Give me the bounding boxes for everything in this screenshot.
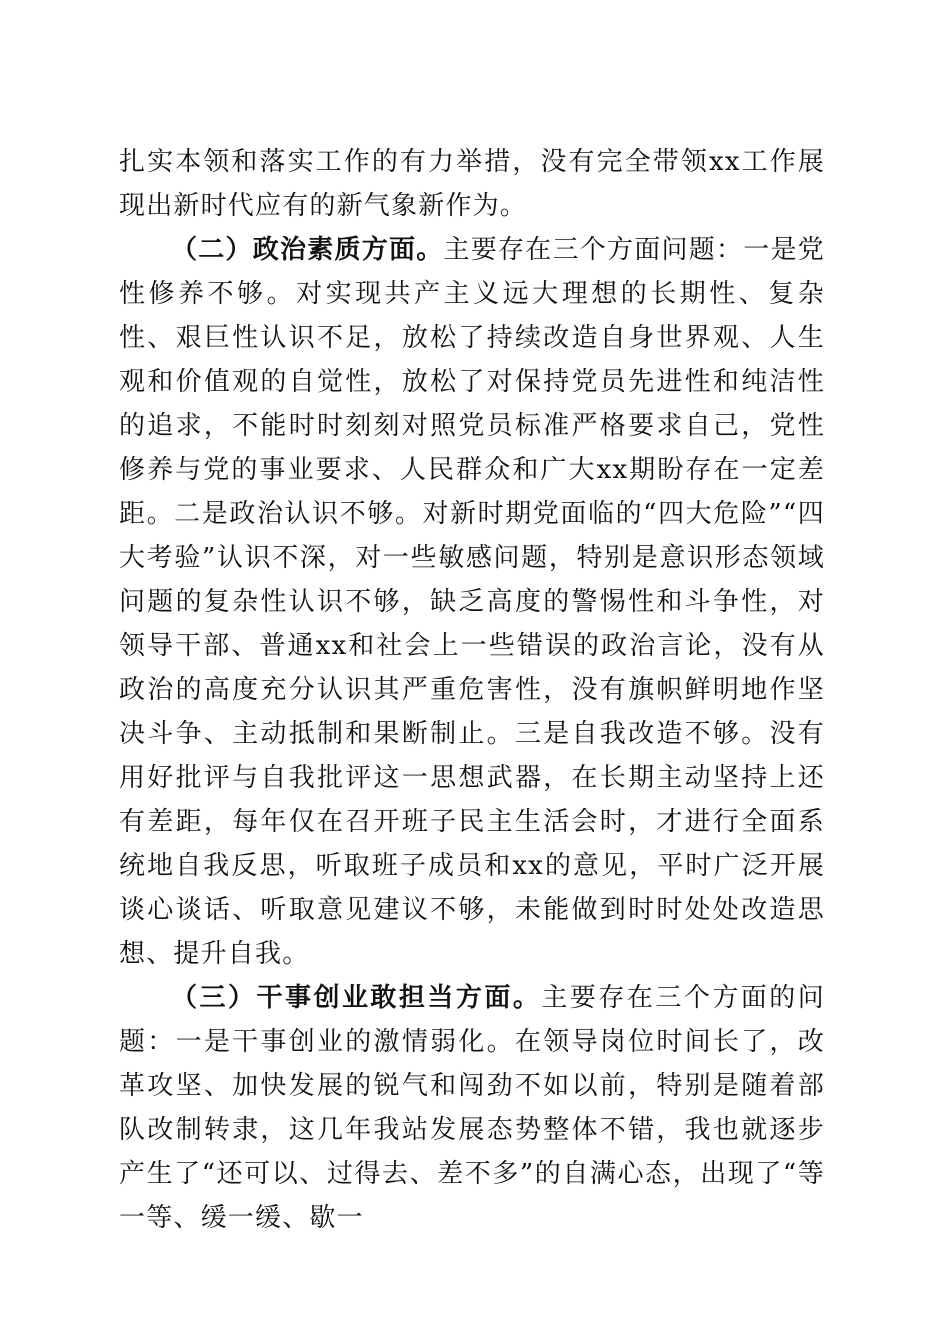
paragraph-text: 主要存在三个方面问题：一是党性修养不够。对实现共产主义远大理想的长期性、复杂性、艰巨性认识不足，放松了持续改造自身世界观、人生观和价值观的自觉性，放松了对保持党员先进性和纯洁性的追求，不能时时刻刻对照党员标准严格要求自己，党性修养与党的事业要求、人民群众和广大xx期盼存在一定差距。二是政治认识不够。对新时期党面临的“四大危险”“四大考验”认识不深，对一些敏感问题，特别是意识形态领域问题的复杂性认识不够，缺乏高度的警惕性和斗争性，对领导干部、普通xx和社会上一些错误的政治言论，没有从政治的高度充分认识其严重危害性，没有旗帜鲜明地作坚决斗争、主动抵制和果断制止。三是自我改造不够。没有用好批评与自我批评这一思想武器，在长期主动坚持上还有差距，每年仅在召开班子民主生活会时，才进行全面系统地自我反思，听取班子成员和xx的意见，平时广泛开展谈心谈话、听取意见建议不够，未能做到时时处处改造思想、提升自我。 bbox=[119, 235, 825, 969]
paragraph-political-quality bbox=[119, 228, 825, 976]
section-heading-political-quality: （二）政治素质方面。 bbox=[171, 235, 444, 265]
section-heading-entrepreneurship: （三）干事创业敢担当方面。 bbox=[171, 983, 542, 1013]
paragraph-entrepreneurship bbox=[119, 976, 825, 1240]
document-body bbox=[119, 140, 825, 1240]
paragraph-text: 主要存在三个方面的问题：一是干事创业的激情弱化。在领导岗位时间长了，改革攻坚、加快发展的锐气和闯劲不如以前，特别是随着部队改制转隶，这几年我站发展态势整体不错，我也就逐步产生了“还可以、过得去、差不多”的自满心态，出现了“等一等、缓一缓、歇一 bbox=[119, 983, 825, 1233]
paragraph-continuation bbox=[119, 140, 825, 228]
paragraph-text: 扎实本领和落实工作的有力举措，没有完全带领xx工作展现出新时代应有的新气象新作为。 bbox=[119, 147, 825, 221]
